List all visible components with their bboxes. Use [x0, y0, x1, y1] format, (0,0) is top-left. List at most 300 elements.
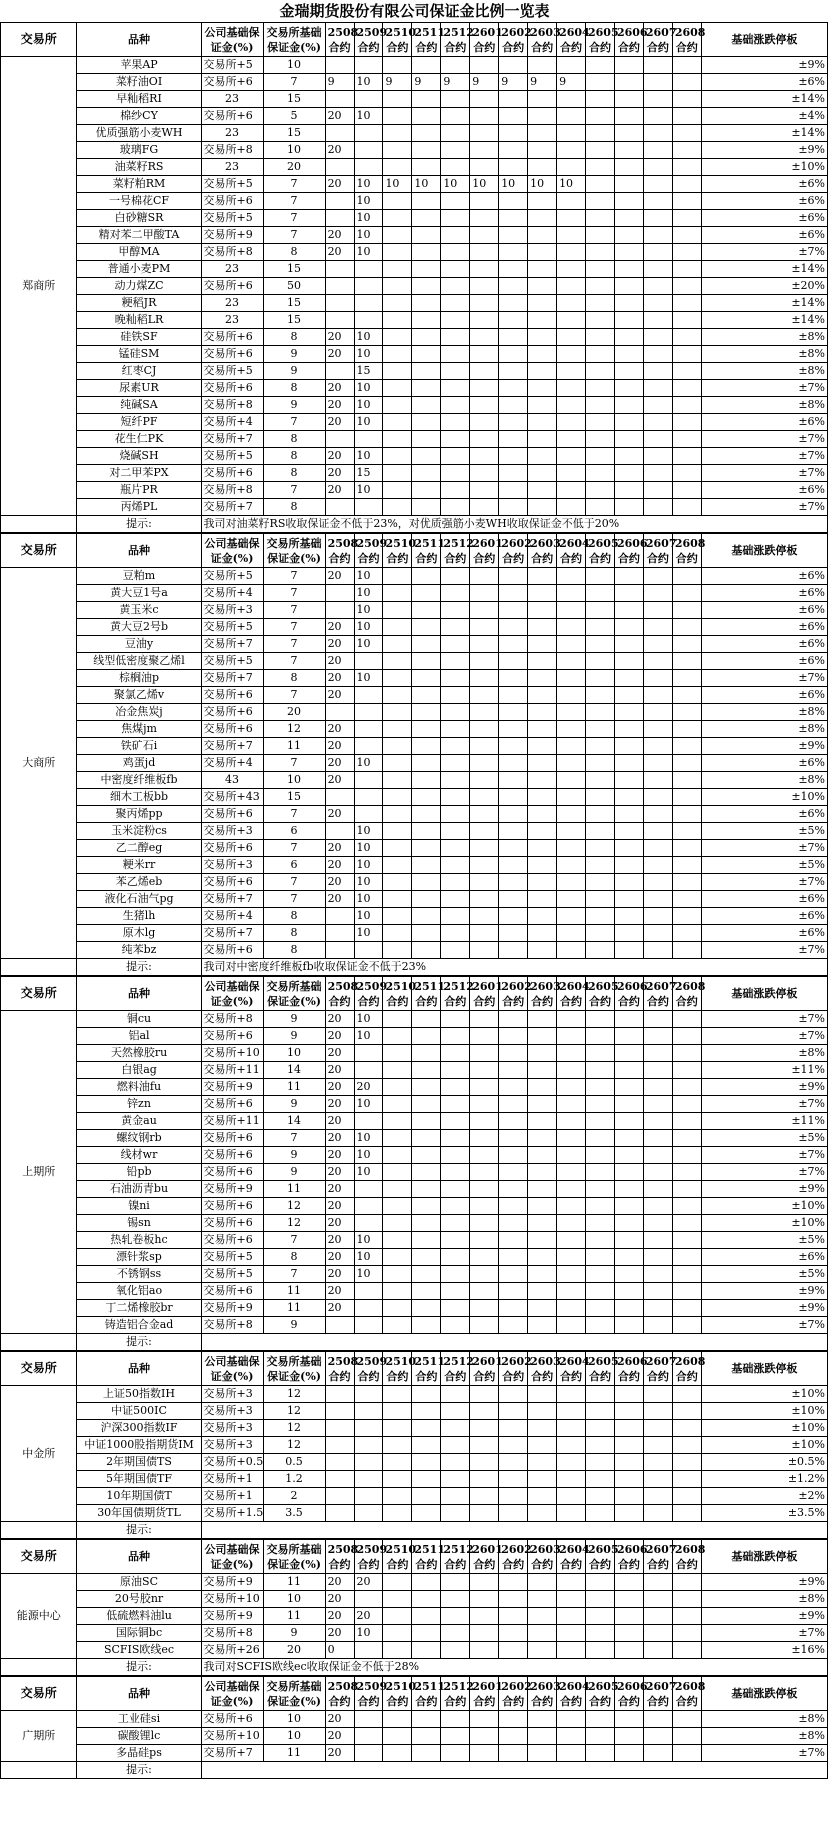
contract-margin [672, 414, 701, 431]
company-margin: 交易所+4 [201, 585, 263, 602]
contract-margin [557, 159, 586, 176]
price-limit: ±7% [701, 431, 827, 448]
contract-margin: 10 [354, 227, 383, 244]
contract-margin: 10 [354, 857, 383, 874]
contract-margin [499, 499, 528, 516]
contract-margin [441, 1420, 470, 1437]
exchange-table [0, 1676, 828, 1779]
table-row [1, 1591, 828, 1608]
contract-margin [672, 1181, 701, 1198]
contract-margin [557, 380, 586, 397]
contract-margin: 9 [557, 74, 586, 91]
price-limit: ±10% [701, 1420, 827, 1437]
table-row [1, 1728, 828, 1745]
contract-margin [383, 619, 412, 636]
contract-margin: 10 [354, 1164, 383, 1181]
contract-margin [557, 397, 586, 414]
price-limit: ±6% [701, 1249, 827, 1266]
product-name: 锡sn [77, 1215, 201, 1232]
contract-margin [528, 1488, 557, 1505]
contract-margin: 20 [325, 1300, 354, 1317]
contract-margin [412, 585, 441, 602]
header-limit: 基础涨跌停板 [701, 977, 827, 1011]
contract-margin [499, 210, 528, 227]
contract-margin [557, 465, 586, 482]
contract-margin [557, 1608, 586, 1625]
contract-margin [586, 142, 615, 159]
contract-margin [412, 602, 441, 619]
contract-margin [470, 1283, 499, 1300]
price-limit: ±7% [701, 448, 827, 465]
table-row [1, 1608, 828, 1625]
contract-margin [528, 1062, 557, 1079]
contract-margin [528, 312, 557, 329]
exchange-margin: 7 [263, 1266, 325, 1283]
price-limit: ±5% [701, 1130, 827, 1147]
contract-margin [672, 891, 701, 908]
contract-margin [499, 1045, 528, 1062]
contract-margin [499, 857, 528, 874]
exchange-margin: 15 [263, 125, 325, 142]
contract-margin [325, 363, 354, 380]
tip-text: 我司对中密度纤维板fb收取保证金不低于23% [201, 959, 827, 976]
contract-margin [470, 448, 499, 465]
contract-margin [470, 874, 499, 891]
company-margin: 交易所+6 [201, 74, 263, 91]
contract-margin: 10 [354, 585, 383, 602]
price-limit: ±8% [701, 397, 827, 414]
exchange-margin: 7 [263, 568, 325, 585]
contract-margin [643, 857, 672, 874]
contract-margin: 20 [325, 465, 354, 482]
company-margin: 交易所+7 [201, 431, 263, 448]
contract-margin [383, 295, 412, 312]
price-limit: ±6% [701, 755, 827, 772]
header-limit: 基础涨跌停板 [701, 1540, 827, 1574]
contract-margin [383, 1728, 412, 1745]
contract-margin [412, 1011, 441, 1028]
contract-margin: 10 [354, 1232, 383, 1249]
table-row [1, 210, 828, 227]
product-name: 天然橡胶ru [77, 1045, 201, 1062]
company-margin: 43 [201, 772, 263, 789]
contract-margin [441, 1266, 470, 1283]
header-contract: 2603合约 [528, 1352, 557, 1386]
table-row [1, 1164, 828, 1181]
contract-margin [614, 1403, 643, 1420]
contract-margin [643, 1505, 672, 1522]
exchange-margin: 8 [263, 670, 325, 687]
contract-margin [672, 704, 701, 721]
exchange-margin: 12 [263, 721, 325, 738]
contract-margin [441, 1608, 470, 1625]
company-margin: 交易所+8 [201, 142, 263, 159]
contract-margin [557, 210, 586, 227]
contract-margin [586, 312, 615, 329]
contract-margin [557, 891, 586, 908]
contract-margin: 10 [354, 891, 383, 908]
contract-margin [383, 1745, 412, 1762]
contract-margin [586, 1471, 615, 1488]
price-limit: ±7% [701, 499, 827, 516]
contract-margin [643, 193, 672, 210]
tip-blank [1, 516, 77, 533]
table-row [1, 431, 828, 448]
company-margin: 交易所+3 [201, 1437, 263, 1454]
price-limit: ±14% [701, 295, 827, 312]
contract-margin: 20 [325, 1147, 354, 1164]
contract-margin [441, 1283, 470, 1300]
header-contract: 2602合约 [499, 1352, 528, 1386]
contract-margin [614, 1249, 643, 1266]
exchange-margin: 8 [263, 465, 325, 482]
contract-margin [441, 346, 470, 363]
contract-margin [354, 1403, 383, 1420]
exchange-margin: 7 [263, 840, 325, 857]
contract-margin: 20 [325, 380, 354, 397]
contract-margin [614, 1745, 643, 1762]
contract-margin [643, 789, 672, 806]
contract-margin [383, 1711, 412, 1728]
header-row [1, 977, 828, 1011]
product-name: 花生仁PK [77, 431, 201, 448]
contract-margin [672, 1079, 701, 1096]
price-limit: ±6% [701, 585, 827, 602]
tip-label: 提示: [77, 1522, 201, 1539]
contract-margin: 0 [325, 1642, 354, 1659]
contract-margin [672, 653, 701, 670]
product-name: 中证500IC [77, 1403, 201, 1420]
contract-margin [672, 465, 701, 482]
contract-margin [499, 1232, 528, 1249]
header-contract: 2604合约 [557, 1677, 586, 1711]
company-margin: 交易所+6 [201, 1130, 263, 1147]
contract-margin [383, 1164, 412, 1181]
contract-margin: 10 [354, 108, 383, 125]
contract-margin [586, 942, 615, 959]
contract-margin: 20 [325, 806, 354, 823]
contract-margin [643, 465, 672, 482]
contract-margin [586, 1386, 615, 1403]
contract-margin [528, 1574, 557, 1591]
table-row [1, 1488, 828, 1505]
contract-margin [557, 329, 586, 346]
contract-margin: 10 [354, 568, 383, 585]
contract-margin [586, 1113, 615, 1130]
contract-margin [528, 1745, 557, 1762]
contract-margin [672, 1283, 701, 1300]
contract-margin [672, 227, 701, 244]
contract-margin [383, 1130, 412, 1147]
contract-margin [470, 465, 499, 482]
contract-margin [614, 721, 643, 738]
contract-margin [499, 1642, 528, 1659]
contract-margin [499, 755, 528, 772]
contract-margin: 9 [499, 74, 528, 91]
contract-margin [672, 908, 701, 925]
table-row [1, 1745, 828, 1762]
contract-margin [528, 329, 557, 346]
contract-margin [586, 738, 615, 755]
contract-margin [672, 1591, 701, 1608]
contract-margin [470, 380, 499, 397]
contract-margin [470, 363, 499, 380]
exchange-margin: 11 [263, 1574, 325, 1591]
contract-margin [412, 1147, 441, 1164]
contract-margin [643, 874, 672, 891]
contract-margin [354, 431, 383, 448]
contract-margin: 20 [354, 1608, 383, 1625]
contract-margin [499, 1420, 528, 1437]
header-contract: 2604合约 [557, 1352, 586, 1386]
contract-margin [499, 1317, 528, 1334]
contract-margin [499, 448, 528, 465]
table-row [1, 772, 828, 789]
contract-margin [383, 380, 412, 397]
exchange-margin: 15 [263, 312, 325, 329]
exchange-margin: 9 [263, 1147, 325, 1164]
contract-margin [614, 755, 643, 772]
contract-margin [586, 857, 615, 874]
company-margin: 交易所+6 [201, 1215, 263, 1232]
contract-margin [383, 244, 412, 261]
contract-margin [557, 227, 586, 244]
contract-margin [441, 1574, 470, 1591]
exchange-margin: 7 [263, 636, 325, 653]
contract-margin [383, 942, 412, 959]
contract-margin [643, 1608, 672, 1625]
contract-margin [499, 244, 528, 261]
contract-margin: 10 [354, 925, 383, 942]
contract-margin [470, 312, 499, 329]
contract-margin [528, 1471, 557, 1488]
table-row [1, 1249, 828, 1266]
product-name: 菜籽粕RM [77, 176, 201, 193]
contract-margin [614, 585, 643, 602]
contract-margin [441, 755, 470, 772]
header-contract: 2509合约 [354, 1677, 383, 1711]
exchange-margin: 20 [263, 704, 325, 721]
table-row [1, 414, 828, 431]
price-limit: ±6% [701, 925, 827, 942]
product-name: 玉米淀粉cs [77, 823, 201, 840]
company-margin: 交易所+26 [201, 1642, 263, 1659]
contract-margin [470, 125, 499, 142]
contract-margin [672, 1437, 701, 1454]
contract-margin [441, 329, 470, 346]
contract-margin [412, 448, 441, 465]
contract-margin [383, 1437, 412, 1454]
contract-margin [441, 261, 470, 278]
contract-margin [441, 1215, 470, 1232]
product-name: 丙烯PL [77, 499, 201, 516]
contract-margin [586, 108, 615, 125]
contract-margin [528, 397, 557, 414]
exchange-table [0, 533, 828, 976]
contract-margin [383, 806, 412, 823]
contract-margin [354, 704, 383, 721]
header-contract: 2605合约 [586, 1352, 615, 1386]
contract-margin: 10 [354, 1625, 383, 1642]
contract-margin [557, 125, 586, 142]
contract-margin [354, 499, 383, 516]
contract-margin [441, 108, 470, 125]
price-limit: ±10% [701, 789, 827, 806]
header-exchange-margin: 交易所基础保证金(%) [263, 1677, 325, 1711]
contract-margin [528, 789, 557, 806]
contract-margin [499, 568, 528, 585]
contract-margin [528, 1232, 557, 1249]
product-name: 镍ni [77, 1198, 201, 1215]
contract-margin [499, 261, 528, 278]
contract-margin [354, 142, 383, 159]
company-margin: 交易所+6 [201, 108, 263, 125]
contract-margin [499, 1215, 528, 1232]
exchange-margin: 7 [263, 210, 325, 227]
contract-margin [441, 891, 470, 908]
exchange-margin: 8 [263, 908, 325, 925]
contract-margin [586, 602, 615, 619]
contract-margin [614, 1011, 643, 1028]
header-contract: 2606合约 [614, 23, 643, 57]
header-contract: 2510合约 [383, 977, 412, 1011]
header-exchange: 交易所 [1, 977, 77, 1011]
product-name: 沪深300指数IF [77, 1420, 201, 1437]
contract-margin [412, 1437, 441, 1454]
header-contract: 2510合约 [383, 1352, 412, 1386]
header-contract: 2608合约 [672, 1677, 701, 1711]
contract-margin [441, 1711, 470, 1728]
header-contract: 2607合约 [643, 534, 672, 568]
contract-margin [412, 1215, 441, 1232]
contract-margin [614, 1062, 643, 1079]
contract-margin [325, 1437, 354, 1454]
contract-margin [672, 1164, 701, 1181]
contract-margin [528, 1215, 557, 1232]
contract-margin [499, 91, 528, 108]
contract-margin [441, 789, 470, 806]
exchange-margin: 8 [263, 431, 325, 448]
contract-margin [586, 1096, 615, 1113]
contract-margin [528, 806, 557, 823]
exchange-margin: 11 [263, 1300, 325, 1317]
page-title: 金瑞期货股份有限公司保证金比例一览表 [279, 2, 550, 20]
contract-margin [441, 448, 470, 465]
contract-margin: 20 [325, 1608, 354, 1625]
contract-margin [672, 738, 701, 755]
contract-margin [528, 653, 557, 670]
contract-margin [499, 1591, 528, 1608]
contract-margin [528, 210, 557, 227]
contract-margin [470, 1215, 499, 1232]
contract-margin [586, 159, 615, 176]
contract-margin [470, 704, 499, 721]
contract-margin [412, 789, 441, 806]
contract-margin [499, 823, 528, 840]
price-limit: ±10% [701, 1386, 827, 1403]
price-limit: ±2% [701, 1488, 827, 1505]
contract-margin [614, 1198, 643, 1215]
contract-margin [441, 1471, 470, 1488]
price-limit: ±7% [701, 1011, 827, 1028]
contract-margin [586, 1488, 615, 1505]
header-company-margin: 公司基础保证金(%) [201, 534, 263, 568]
contract-margin [441, 1113, 470, 1130]
contract-margin [412, 568, 441, 585]
contract-margin [672, 1062, 701, 1079]
product-name: 粳米rr [77, 857, 201, 874]
contract-margin [528, 925, 557, 942]
contract-margin [412, 670, 441, 687]
contract-margin [354, 653, 383, 670]
table-row [1, 568, 828, 585]
product-name: 细木工板bb [77, 789, 201, 806]
contract-margin [325, 585, 354, 602]
contract-margin [354, 1317, 383, 1334]
contract-margin [499, 874, 528, 891]
product-name: 上证50指数IH [77, 1386, 201, 1403]
contract-margin [557, 1215, 586, 1232]
company-margin: 交易所+6 [201, 1232, 263, 1249]
price-limit: ±9% [701, 1300, 827, 1317]
contract-margin [586, 125, 615, 142]
product-name: 液化石油气pg [77, 891, 201, 908]
contract-margin: 20 [325, 1574, 354, 1591]
contract-margin [672, 1113, 701, 1130]
contract-margin [470, 653, 499, 670]
contract-margin [470, 687, 499, 704]
contract-margin [325, 1488, 354, 1505]
contract-margin [354, 278, 383, 295]
contract-margin [614, 670, 643, 687]
contract-margin: 20 [325, 687, 354, 704]
contract-margin [470, 925, 499, 942]
contract-margin [528, 823, 557, 840]
exchange-margin: 7 [263, 585, 325, 602]
header-contract: 2508合约 [325, 1352, 354, 1386]
contract-margin [586, 1437, 615, 1454]
contract-margin [383, 1028, 412, 1045]
contract-margin [470, 1591, 499, 1608]
contract-margin: 10 [441, 176, 470, 193]
contract-margin [412, 57, 441, 74]
exchange-margin: 9 [263, 1625, 325, 1642]
header-contract: 2608合约 [672, 977, 701, 1011]
contract-margin [586, 1454, 615, 1471]
contract-margin [672, 1711, 701, 1728]
contract-margin [672, 687, 701, 704]
contract-margin [557, 1249, 586, 1266]
company-margin: 交易所+6 [201, 1283, 263, 1300]
contract-margin [586, 465, 615, 482]
company-margin: 交易所+6 [201, 806, 263, 823]
contract-margin [557, 789, 586, 806]
product-name: 中密度纤维板fb [77, 772, 201, 789]
contract-margin [499, 925, 528, 942]
contract-margin [441, 1028, 470, 1045]
contract-margin [614, 1454, 643, 1471]
table-row [1, 1011, 828, 1028]
price-limit: ±14% [701, 261, 827, 278]
contract-margin [586, 925, 615, 942]
contract-margin [672, 1488, 701, 1505]
contract-margin [643, 448, 672, 465]
company-margin: 交易所+8 [201, 1625, 263, 1642]
contract-margin: 20 [325, 721, 354, 738]
contract-margin [441, 1181, 470, 1198]
contract-margin [672, 142, 701, 159]
contract-margin [441, 193, 470, 210]
